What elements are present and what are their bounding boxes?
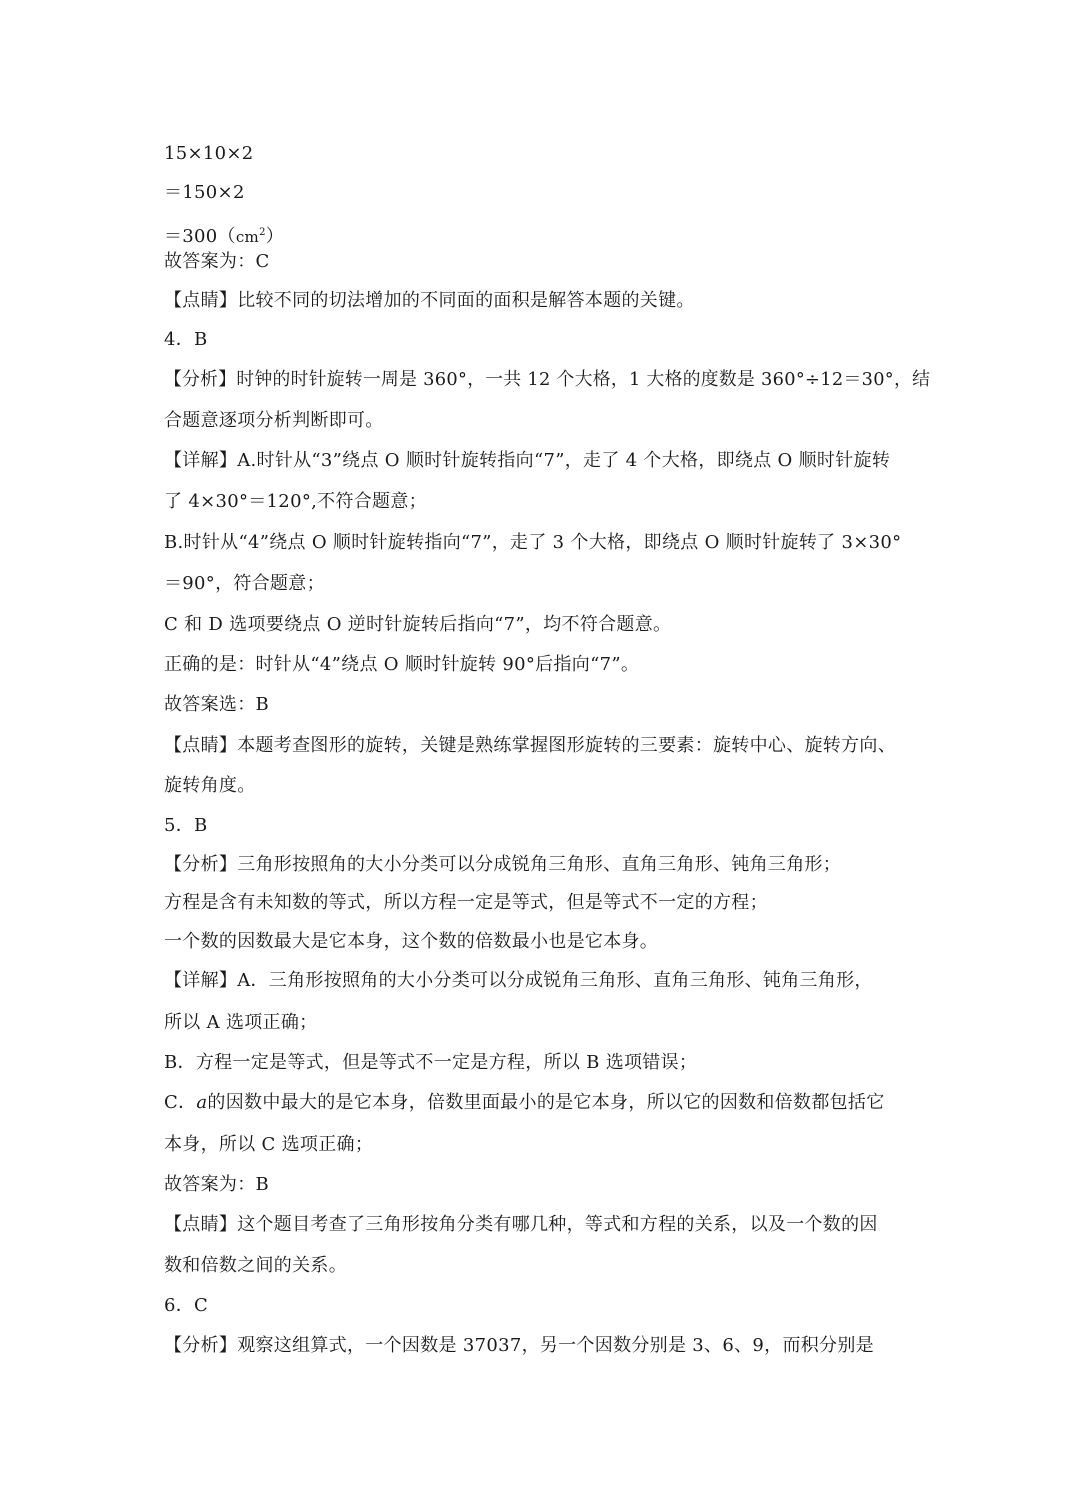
- detail-4-line-5: C 和 D 选项要绕点 O 逆时针旋转后指向“7”，均不符合题意。: [164, 614, 672, 635]
- calc-step-3-value: ＝300（: [164, 226, 236, 247]
- detail-4-line-4: ＝90°，符合题意；: [164, 573, 325, 594]
- detail-5-line-2: 所以 A 选项正确；: [164, 1012, 318, 1033]
- unit-cm: cm: [235, 228, 260, 246]
- calc-step-1: 15×10×2: [164, 143, 254, 164]
- calc-step-3: [164, 222, 284, 248]
- calc-step-3-close: ）: [265, 226, 285, 247]
- detail-5-line-4-text: 的因数中最大的是它本身，倍数里面最小的是它本身，所以它的因数和倍数都包括它: [207, 1092, 885, 1113]
- analysis-6-line-1: 【分析】观察这组算式，一个因数是 37037，另一个因数分别是 3、6、9，而积分别是: [164, 1335, 874, 1356]
- answer-4: 故答案选：B: [164, 694, 270, 715]
- analysis-5-line-2: 方程是含有未知数的等式，所以方程一定是等式，但是等式不一定的方程；: [164, 892, 768, 913]
- analysis-5-line-3: 一个数的因数最大是它本身，这个数的倍数最小也是它本身。: [164, 931, 659, 952]
- detail-5-line-5: 本身，所以 C 选项正确；: [164, 1134, 374, 1155]
- analysis-5-line-1: 【分析】三角形按照角的大小分类可以分成锐角三角形、直角三角形、钝角三角形；: [164, 854, 842, 875]
- detail-4-line-3: B.时针从“4”绕点 O 顺时针旋转指向“7”，走了 3 个大格，即绕点 O 顺时针旋转了 3×30°: [164, 532, 902, 553]
- detail-4-line-6: 正确的是：时针从“4”绕点 O 顺时针旋转 90°后指向“7”。: [164, 654, 640, 675]
- key-point-5-line-1: 【点睛】这个题目考查了三角形按角分类有哪几种，等式和方程的关系，以及一个数的因: [164, 1214, 878, 1235]
- key-point-3: 【点睛】比较不同的切法增加的不同面的面积是解答本题的关键。: [164, 290, 695, 311]
- detail-5-line-3: B．方程一定是等式，但是等式不一定是方程，所以 B 选项错误；: [164, 1052, 698, 1073]
- answer-5: 故答案为：B: [164, 1174, 270, 1195]
- option-c-label: C．: [164, 1092, 197, 1113]
- detail-4-line-2: 了 4×30°＝120°,不符合题意；: [164, 491, 427, 512]
- calc-step-2: ＝150×2: [164, 182, 245, 203]
- answer-3: 故答案为：C: [164, 251, 270, 272]
- question-4-heading: 4．B: [164, 329, 208, 350]
- unit-exponent: 2: [259, 227, 266, 238]
- question-6-heading: 6．C: [164, 1295, 209, 1316]
- detail-5-line-1: 【详解】A．三角形按照角的大小分类可以分成锐角三角形、直角三角形、钝角三角形，: [164, 970, 873, 991]
- key-point-5-line-2: 数和倍数之间的关系。: [164, 1255, 347, 1276]
- key-point-4-line-1: 【点睛】本题考查图形的旋转，关键是熟练掌握图形旋转的三要素：旋转中心、旋转方向、: [164, 735, 896, 756]
- analysis-4-line-1: 【分析】时钟的时针旋转一周是 360°，一共 12 个大格，1 大格的度数是 360°÷12＝30°，结: [164, 369, 931, 390]
- analysis-4-line-2: 合题意逐项分析判断即可。: [164, 410, 384, 431]
- detail-5-line-4: [164, 1092, 885, 1114]
- detail-4-line-1: 【详解】A.时针从“3”绕点 O 顺时针旋转指向“7”，走了 4 个大格，即绕点 O 顺时针旋转: [164, 450, 891, 471]
- question-5-heading: 5．B: [164, 815, 208, 836]
- variable-a: a: [196, 1092, 208, 1113]
- key-point-4-line-2: 旋转角度。: [164, 775, 256, 796]
